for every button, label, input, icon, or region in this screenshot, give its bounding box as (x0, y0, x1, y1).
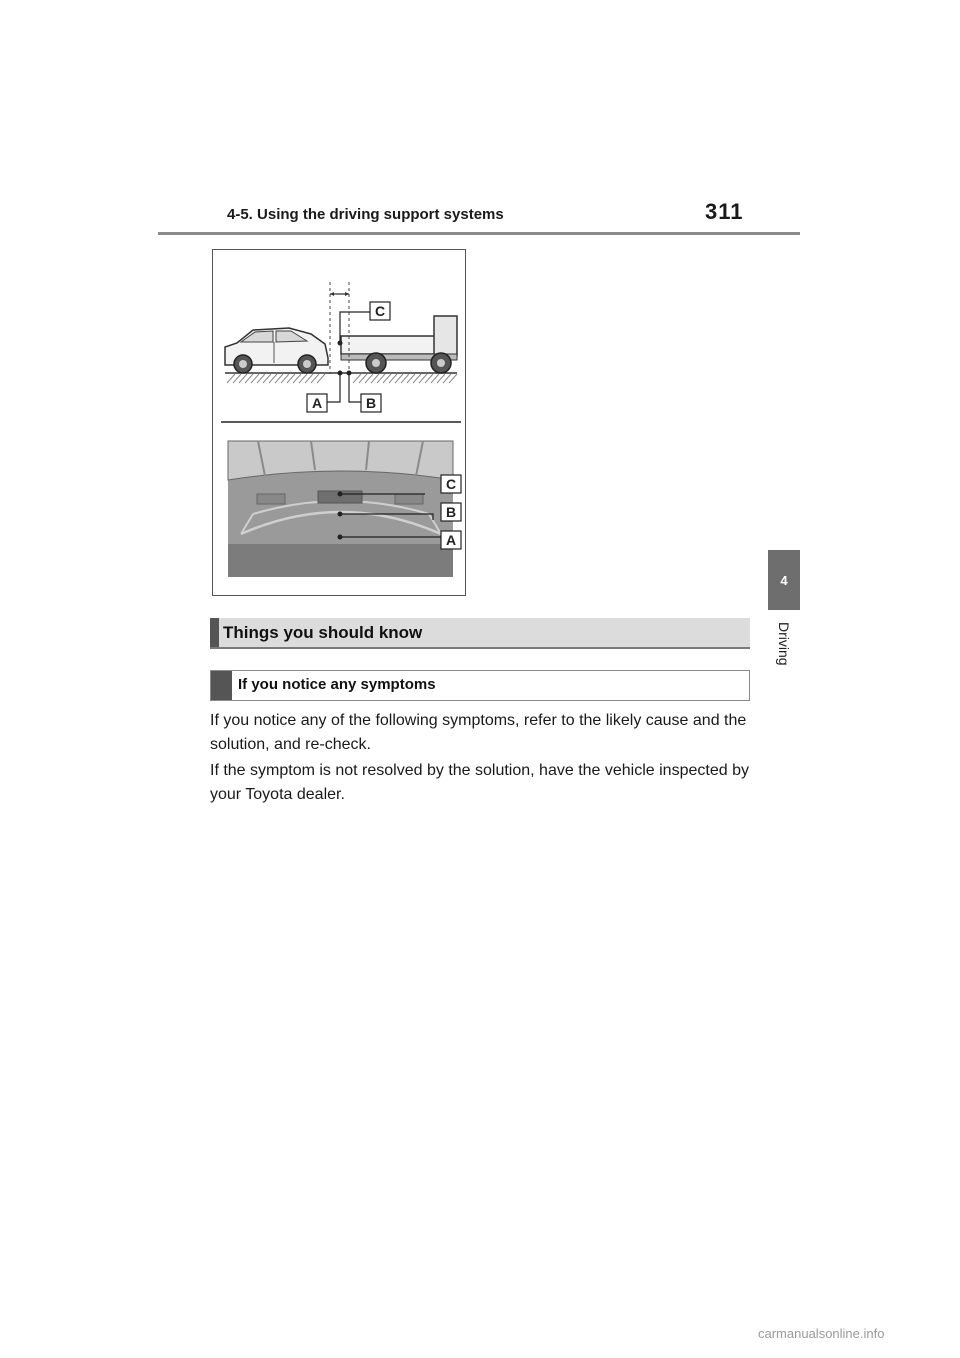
callout-a-top: A (311, 395, 323, 411)
header-divider (158, 232, 800, 235)
subheading-accent-bar (211, 671, 232, 700)
callout-b-top: B (365, 395, 377, 411)
callout-b-bottom: B (445, 504, 457, 520)
section-title: 4-5. Using the driving support systems (227, 206, 504, 223)
section-heading (210, 618, 750, 649)
callout-a-bottom: A (445, 532, 457, 548)
subsection-heading (210, 670, 750, 701)
distance-guide-figure (212, 249, 466, 596)
body-paragraph: If you notice any of the following symptoms, refer to the likely cause and the solution, and re-check. (210, 712, 747, 753)
chapter-tab: 4 (768, 550, 800, 610)
section-heading-text: Things you should know (223, 623, 423, 642)
heading-accent-bar (210, 618, 219, 647)
side-view-illustration (225, 282, 457, 412)
body-paragraph: If the symptom is not resolved by the solution, have the vehicle inspected by your Toyota dealer. (210, 762, 749, 803)
vehicle-icon (225, 328, 328, 373)
page-number: 311 (705, 199, 744, 224)
camera-view-illustration (228, 441, 461, 577)
chapter-label: Driving (776, 622, 792, 666)
watermark: carmanualsonline.info (758, 1326, 885, 1341)
callout-c-top: C (374, 303, 386, 319)
callout-c-bottom: C (445, 476, 457, 492)
distance-guide-illustration (213, 250, 467, 597)
subsection-heading-text: If you notice any symptoms (238, 676, 436, 693)
truck-icon (341, 316, 457, 373)
